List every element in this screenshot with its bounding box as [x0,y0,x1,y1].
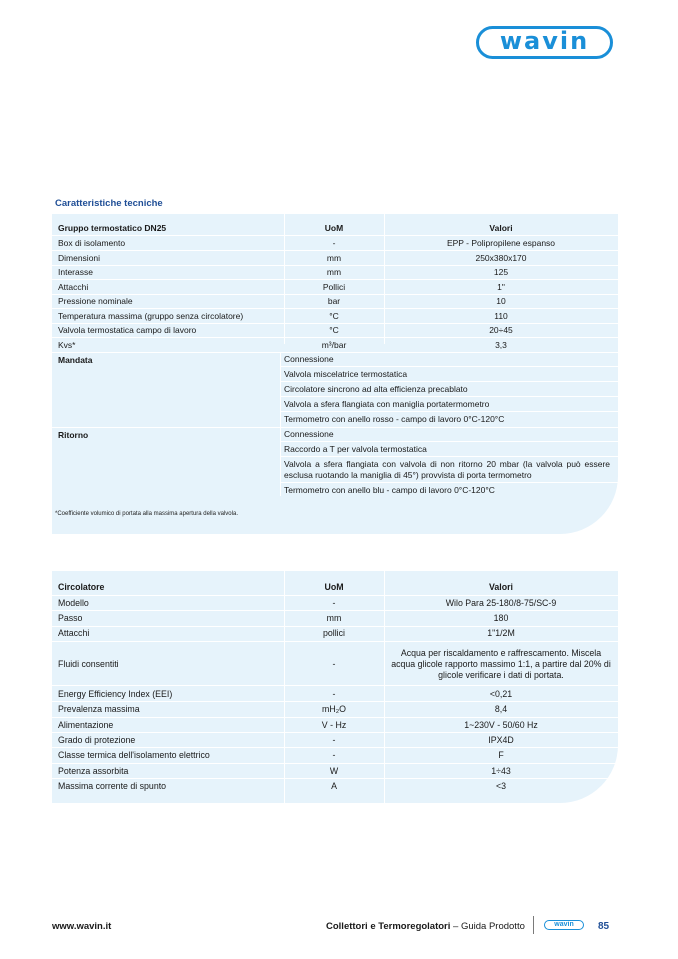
footer-wavin-logo: wavin [544,920,584,930]
footer-title: Collettori e Termoregolatori – Guida Prodotto [326,921,525,932]
header-cell: Circolatore [58,582,105,592]
list-item: Valvola a sfera flangiata con valvola di non ritorno 20 mbar (la valvola può essere esclusa ruotando la maniglia di 45°) provvista di porta termometro [284,459,610,480]
circulator-table: Circolatore UoM Valori Modello - Wilo Para 25-180/8-75/SC-9 Passo mm 180 Attacchi pollici 1"1/2M Fluidi consentiti - Acqua per riscaldamento e raffrescamento. Miscela acqua glicole rapporto massimo 1:1, a partire dal 20% di glicole verificare i dati di portata. Energy Efficiency Index (EEI) - <0,21 Prevalenza massima mH₂O 8,4 Alimentazione V - Hz 1~230V - 50/60 Hz Grado di protezione - IPX4D Classe termica dell'isolamento elettrico - F Potenza assorbita W 1÷43 Massima corrente di spunto A <3 [52,571,618,803]
list-item: Circolatore sincrono ad alta efficienza precablato [284,384,468,394]
list-item: Termometro con anello blu - campo di lavoro 0°C-120°C [284,485,495,495]
mandata-label: Mandata [58,355,93,365]
header-cell: UoM [324,582,344,592]
logo-text: wavin [499,27,590,55]
footnote: *Coefficiente volumico di portata alla massima apertura della valvola. [55,511,238,517]
list-item: Raccordo a T per valvola termostatica [284,444,427,454]
header-cell: UoM [324,223,344,233]
list-item: Connessione [284,354,334,364]
table-row-multiline: Acqua per riscaldamento e raffrescamento. Miscela acqua glicole rapporto massimo 1:1, a partire dal 20% di glicole verificare i dati di portata. [391,648,611,680]
header-cell: Gruppo termostatico DN25 [58,223,167,233]
section-title: Caratteristiche tecniche [55,198,163,209]
thermostatic-group-table: Gruppo termostatico DN25 UoM Valori Box di isolamento - EPP - Polipropilene espanso Dimensioni mm 250x380x170 Interasse mm 125 Attacchi Pollici 1" Pressione nominale bar 10 Temperatura massima (gruppo senza circolatore) °C 110 Valvola termostatica campo di lavoro °C 20÷45 Kvs* m³/bar 3,3 Mandata Connessione Valvola miscelatrice termostatica Circolatore sincrono ad alta efficienza precablato Valvola a sfera flangiata con maniglia portatermometro Termometro con anello rosso - campo di lavoro 0°C-120°C Ritorno Connessione Raccordo a T per valvola termostatica Valvola a sfera flangiata con valvola di non ritorno 20 mbar (la valvola può essere esclusa ruotando la maniglia di 45°) provvista di porta termometro Termometro con anello blu - campo di lavoro 0°C-120°C *Coefficiente volumico di portata alla massima apertura della valvola. [52,214,618,534]
footer-website[interactable]: www.wavin.it [52,921,112,932]
list-item: Connessione [284,429,334,439]
header-cell: Valori [489,582,513,592]
list-item: Valvola a sfera flangiata con maniglia portatermometro [284,399,490,409]
wavin-logo [476,26,613,59]
list-item: Termometro con anello rosso - campo di lavoro 0°C-120°C [284,414,505,424]
page-number: 85 [598,921,610,932]
list-item: Valvola miscelatrice termostatica [284,369,408,379]
header-cell: Valori [489,223,513,233]
footer-divider [533,916,534,934]
ritorno-label: Ritorno [58,430,89,440]
